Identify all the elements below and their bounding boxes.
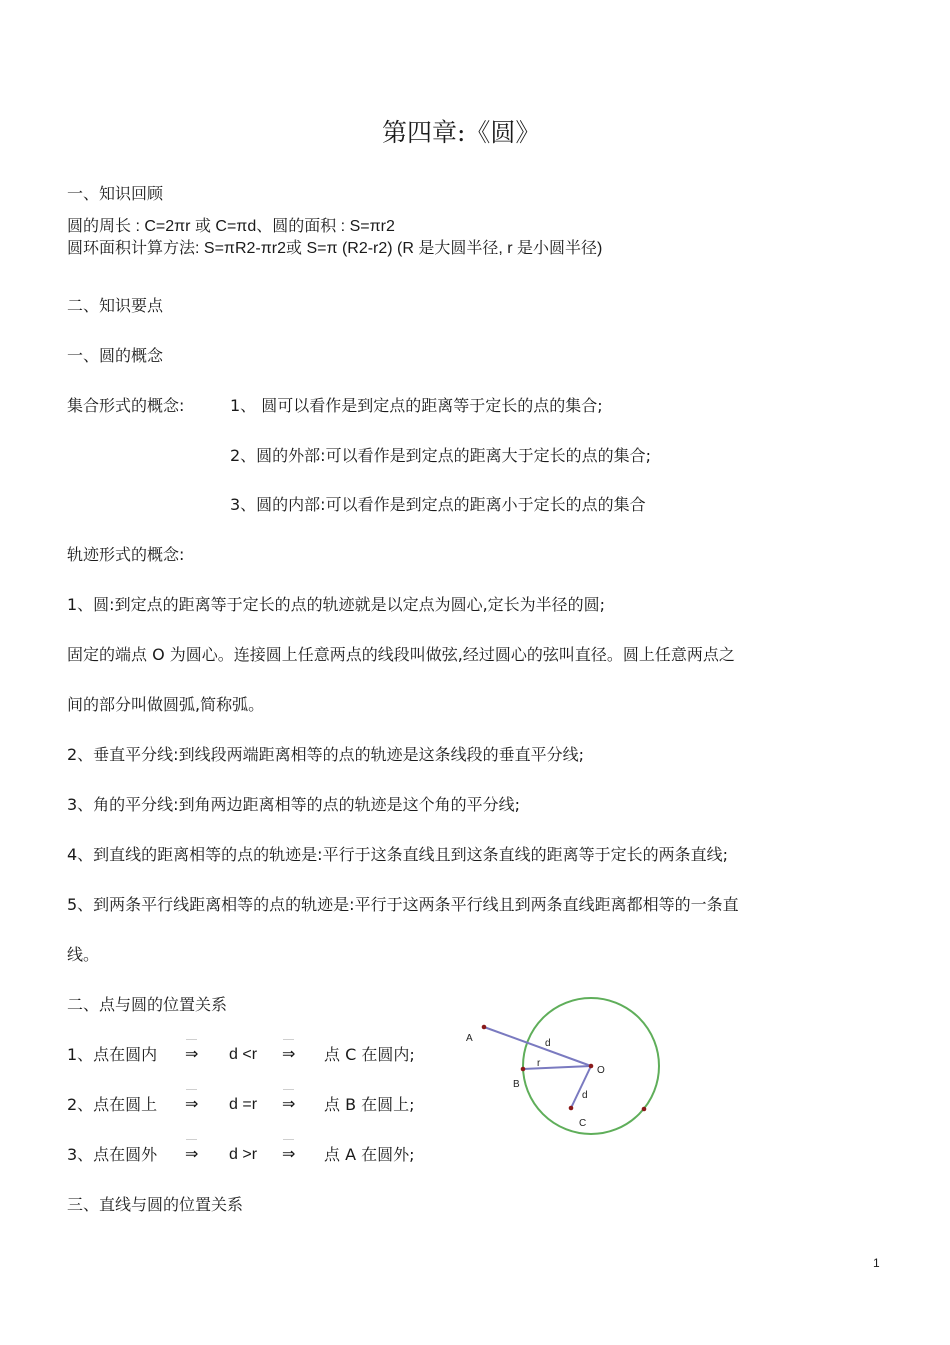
page-title: 第四章:《圆》	[382, 118, 541, 147]
locus-form-label: 轨迹形式的概念:	[67, 545, 185, 564]
locus-item: 1、圆:到定点的距离等于定长的点的轨迹就是以定点为圆心,定长为半径的圆;	[67, 595, 606, 614]
implies-arrow: ⇒	[185, 1096, 199, 1113]
label-d-OA: d	[545, 1038, 551, 1049]
formula-annulus-area: 圆环面积计算方法: S=πR2-πr2或 S=π (R2-r2) (R 是大圆半径, r 是小圆半径)	[67, 240, 603, 257]
relation-condition: d <r	[229, 1046, 258, 1063]
relation-result: 点 A 在圆外;	[324, 1145, 415, 1164]
implies-arrow: ⇒	[282, 1046, 296, 1063]
implies-arrow: ⇒	[282, 1096, 296, 1113]
implies-arrow: ⇒	[185, 1046, 199, 1063]
relation-condition: d >r	[229, 1146, 258, 1163]
section-heading-key-points: 二、知识要点	[67, 296, 164, 315]
set-form-item: 2、圆的外部:可以看作是到定点的距离大于定长的点的集合;	[230, 446, 651, 465]
point-on-circle	[642, 1107, 647, 1112]
implies-arrow: ⇒	[282, 1146, 296, 1163]
locus-item: 2、垂直平分线:到线段两端距离相等的点的轨迹是这条线段的垂直平分线;	[67, 745, 584, 764]
section-heading-point-circle: 二、点与圆的位置关系	[67, 995, 228, 1014]
segment-OB	[523, 1066, 591, 1069]
locus-item: 3、角的平分线:到角两边距离相等的点的轨迹是这个角的平分线;	[67, 795, 520, 814]
formula-circumference-area: 圆的周长 : C=2πr 或 C=πd、圆的面积 : S=πr2	[67, 218, 395, 235]
locus-item: 线。	[67, 945, 100, 964]
subsection-heading-circle-concept: 一、圆的概念	[67, 346, 164, 365]
point-C	[569, 1106, 574, 1111]
segment-OC	[571, 1066, 591, 1108]
page-number: 1	[873, 1256, 880, 1270]
relation-result: 点 B 在圆上;	[324, 1095, 415, 1114]
point-A	[482, 1025, 487, 1030]
section-heading-review: 一、知识回顾	[67, 184, 164, 203]
relation-result: 点 C 在圆内;	[324, 1045, 415, 1064]
relation-label: 1、点在圆内	[67, 1045, 158, 1064]
locus-item: 固定的端点 O 为圆心。连接圆上任意两点的线段叫做弦,经过圆心的弦叫直径。圆上任意两点之	[67, 645, 735, 664]
set-form-item: 3、圆的内部:可以看作是到定点的距离小于定长的点的集合	[230, 495, 646, 514]
implies-arrow: ⇒	[185, 1146, 199, 1163]
point-O	[589, 1064, 594, 1069]
label-A: A	[466, 1033, 473, 1044]
set-form-item: 1、 圆可以看作是到定点的距离等于定长的点的集合;	[230, 396, 603, 415]
locus-item: 间的部分叫做圆弧,简称弧。	[67, 695, 265, 714]
section-heading-line-circle: 三、直线与圆的位置关系	[67, 1195, 244, 1214]
label-C: C	[579, 1118, 587, 1129]
circle-position-figure	[455, 990, 675, 1140]
locus-item: 4、到直线的距离相等的点的轨迹是:平行于这条直线且到这条直线的距离等于定长的两条直线;	[67, 845, 728, 864]
relation-label: 2、点在圆上	[67, 1095, 158, 1114]
label-d-OC: d	[582, 1090, 588, 1101]
point-B	[521, 1067, 526, 1072]
relation-label: 3、点在圆外	[67, 1145, 158, 1164]
locus-item: 5、到两条平行线距离相等的点的轨迹是:平行于这两条平行线且到两条直线距离都相等的一条直	[67, 895, 739, 914]
relation-condition: d =r	[229, 1096, 258, 1113]
label-r-OB: r	[537, 1058, 541, 1069]
label-O: O	[597, 1065, 605, 1076]
set-form-label: 集合形式的概念:	[67, 396, 185, 415]
label-B: B	[513, 1079, 520, 1090]
